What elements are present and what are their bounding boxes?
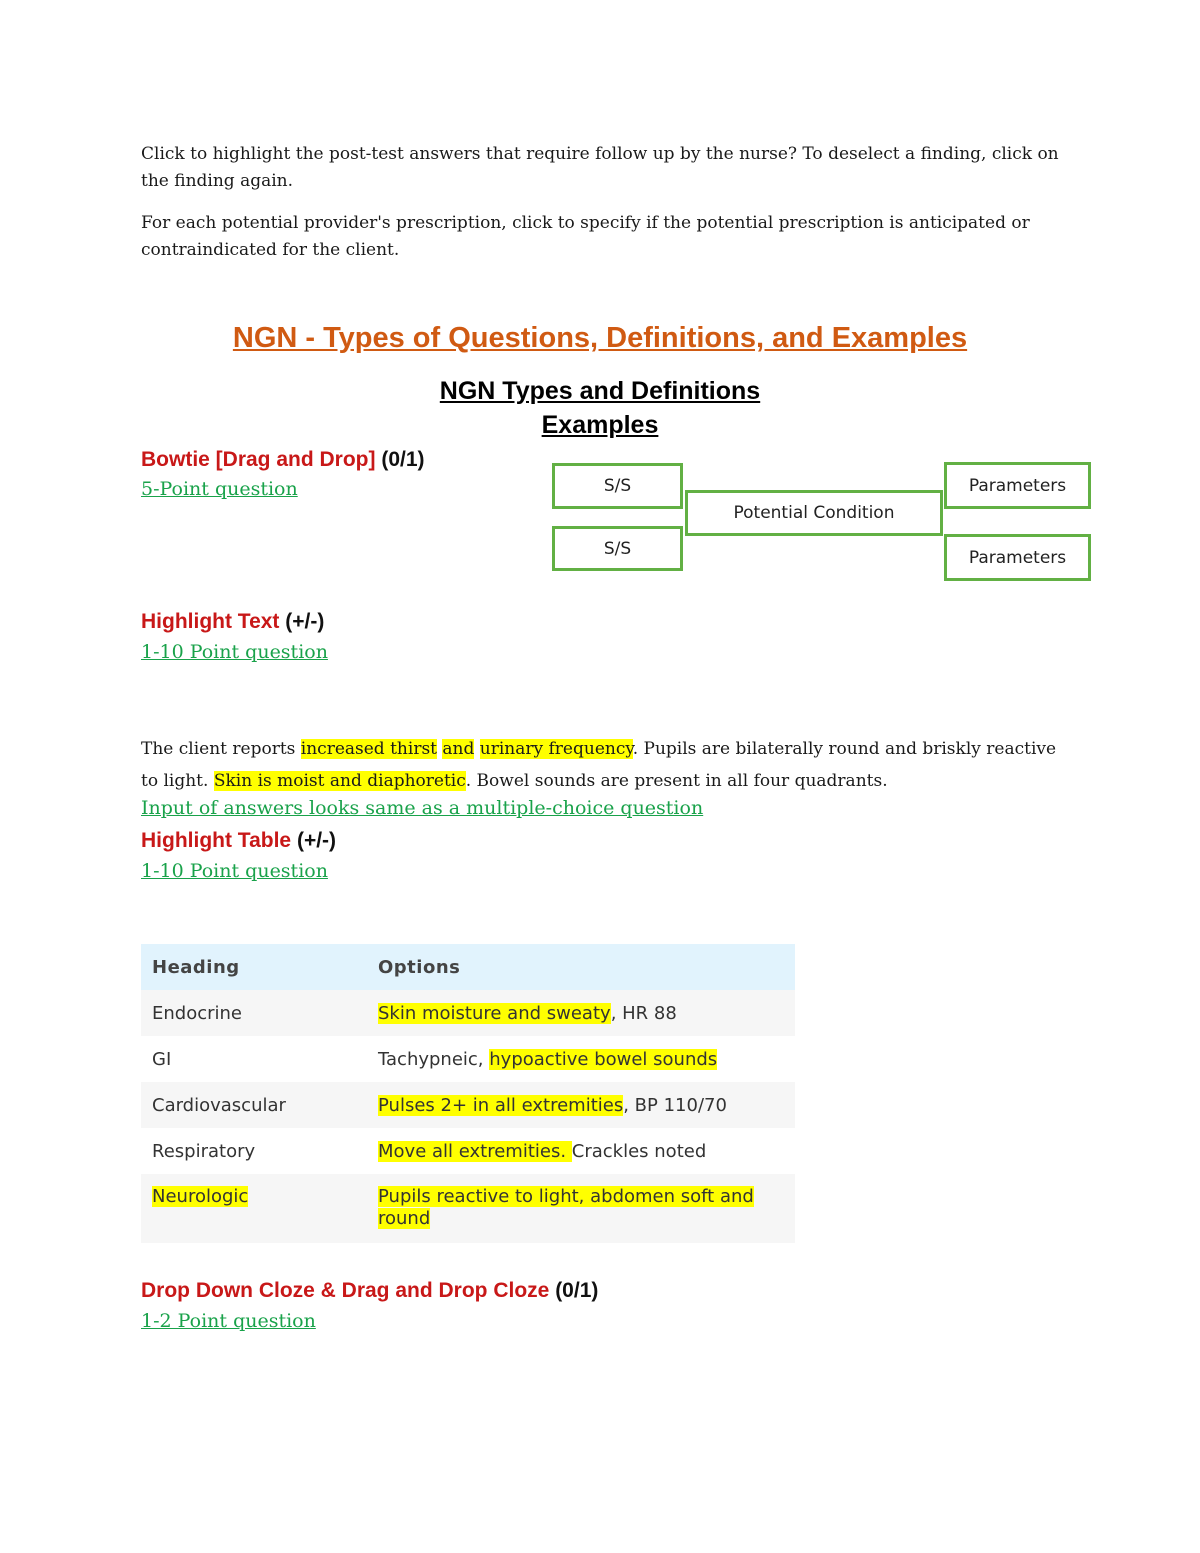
- bowtie-condition-box[interactable]: [685, 490, 943, 536]
- table-row: [141, 1036, 795, 1082]
- bowtie-heading: [141, 448, 425, 472]
- option-text: , HR 88: [610, 1002, 677, 1024]
- option-text: Crackles noted: [571, 1140, 707, 1162]
- highlight-option[interactable]: Neurologic: [152, 1186, 249, 1207]
- para-text: [474, 739, 479, 759]
- para-text: . Bowel sounds are present in all four quadrants.: [465, 771, 888, 791]
- row-options: [367, 1082, 795, 1128]
- table-row: [141, 1128, 795, 1174]
- bowtie-param-top-box[interactable]: [944, 462, 1091, 509]
- highlight-table-score: (+/-): [296, 829, 337, 852]
- highlight-skin-moist[interactable]: Skin is moist and diaphoretic: [213, 771, 466, 791]
- highlight-table-heading: [141, 829, 336, 853]
- bowtie-points-link[interactable]: 5-Point question: [141, 478, 298, 500]
- table-row: [141, 990, 795, 1036]
- bowtie-ss-bottom-label: S/S: [603, 538, 632, 559]
- section-subtitle: NGN Types and Definitions: [439, 377, 761, 405]
- highlight-and[interactable]: and: [442, 739, 475, 759]
- cloze-score: (0/1): [555, 1279, 599, 1302]
- table-row: [141, 1082, 795, 1128]
- section-subtitle-examples: Examples: [541, 411, 659, 439]
- bowtie-param-bottom-label: Parameters: [968, 547, 1067, 568]
- para-text: . Pupils are bilaterally round and briskly reactive to light.: [141, 739, 1057, 791]
- bowtie-param-bottom-box[interactable]: [944, 534, 1091, 581]
- row-heading: GI: [152, 1048, 172, 1070]
- bowtie-ss-bottom-box[interactable]: [552, 526, 683, 571]
- page-title: NGN - Types of Questions, Definitions, and Examples: [232, 322, 968, 354]
- row-options: [367, 1036, 795, 1082]
- highlight-table-heading-label: Highlight Table: [141, 829, 292, 852]
- row-options: [367, 1128, 795, 1174]
- highlight-text-paragraph: [141, 733, 1071, 797]
- highlight-option[interactable]: Pulses 2+ in all extremities: [378, 1094, 624, 1116]
- row-heading: [141, 1174, 367, 1243]
- highlight-option[interactable]: hypoactive bowel sounds: [489, 1048, 718, 1070]
- highlight-text-score: (+/-): [285, 610, 325, 633]
- cloze-heading-label: Drop Down Cloze & Drag and Drop Cloze: [141, 1279, 550, 1302]
- bowtie-ss-top-box[interactable]: [552, 463, 683, 509]
- row-options: [367, 990, 795, 1036]
- highlight-option[interactable]: Pupils reactive to light, abdomen soft and round: [378, 1186, 754, 1229]
- para-text: The client reports: [141, 739, 301, 759]
- row-options: [367, 1174, 795, 1243]
- highlight-increased-thirst[interactable]: increased thirst: [300, 739, 437, 759]
- highlight-text-points-link[interactable]: 1-10 Point question: [141, 641, 328, 663]
- bowtie-ss-top-label: S/S: [603, 476, 632, 496]
- table-row: [141, 1174, 795, 1243]
- highlight-option[interactable]: Skin moisture and sweaty: [378, 1002, 611, 1024]
- row-heading: Respiratory: [152, 1140, 256, 1162]
- bowtie-heading-label: Bowtie [Drag and Drop]: [141, 448, 376, 471]
- option-text: , BP 110/70: [623, 1094, 727, 1116]
- highlight-text-heading-label: Highlight Text: [141, 610, 280, 633]
- intro-instruction-2: For each potential provider's prescription, click to specify if the potential prescription is anticipated or contraindicated for the client.: [141, 213, 1030, 260]
- table-header-row: [141, 944, 795, 990]
- highlight-table-points-link[interactable]: 1-10 Point question: [141, 860, 328, 882]
- row-heading: Cardiovascular: [141, 1082, 367, 1128]
- cloze-points-link[interactable]: 1-2 Point question: [141, 1310, 316, 1332]
- highlight-text-note-link[interactable]: Input of answers looks same as a multiple-choice question: [141, 797, 704, 819]
- row-heading: Endocrine: [141, 990, 367, 1036]
- highlight-option[interactable]: Move all extremities.: [378, 1140, 572, 1162]
- bowtie-condition-label: Potential Condition: [733, 503, 895, 523]
- highlight-text-heading: [141, 610, 324, 634]
- bowtie-score: (0/1): [381, 448, 425, 471]
- bowtie-param-top-label: Parameters: [968, 475, 1067, 496]
- column-header-options: Options: [367, 944, 795, 990]
- cloze-heading: [141, 1279, 598, 1303]
- highlight-table: [141, 944, 795, 1243]
- intro-instruction-1: Click to highlight the post-test answers that require follow up by the nurse? To deselect a finding, click on the finding again.: [141, 144, 1059, 191]
- highlight-urinary-frequency[interactable]: urinary frequency: [479, 739, 633, 759]
- column-header-heading: Heading: [141, 944, 367, 990]
- option-text: Tachypneic,: [378, 1048, 490, 1070]
